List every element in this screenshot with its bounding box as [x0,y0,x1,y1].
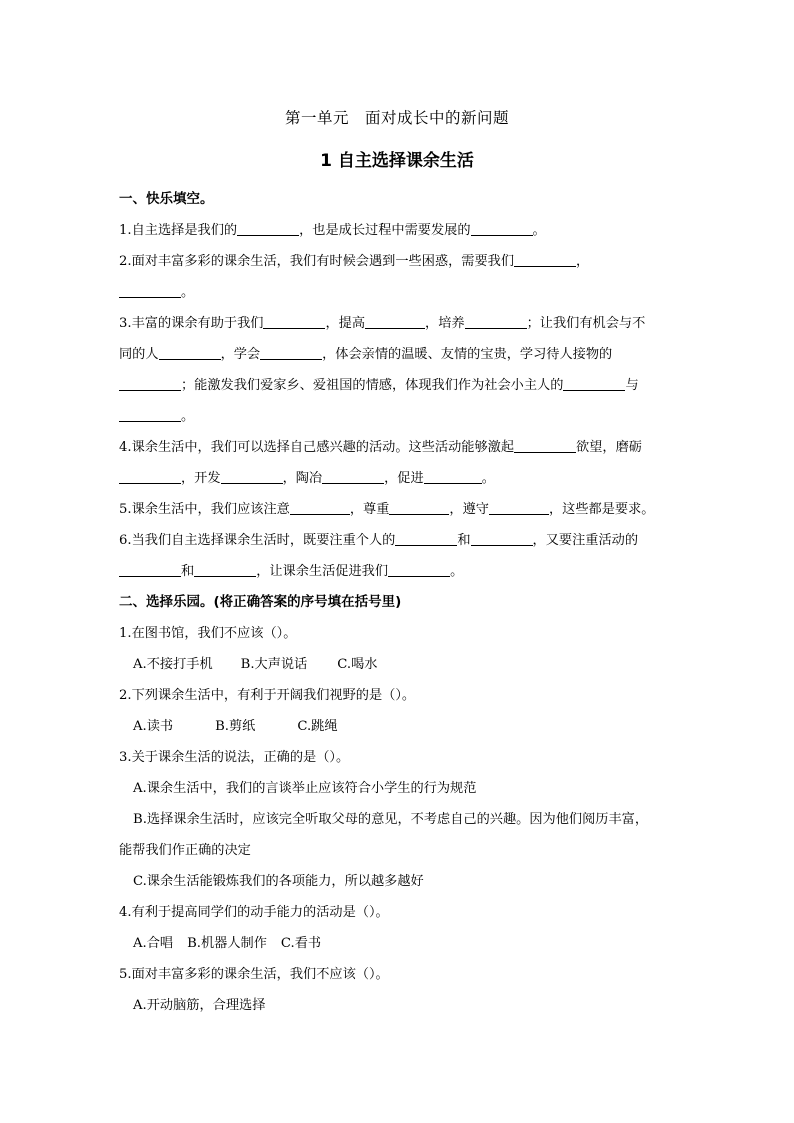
answer-blank[interactable] [465,314,527,329]
option-c[interactable]: C.喝水 [337,657,378,672]
question-text: 。 [181,409,195,424]
question-text: ，遵守 [449,502,489,517]
question-1-2 [119,246,675,277]
question-text: 3.丰富的课余有助于我们 [119,316,264,331]
question-text: 6.当我们自主选择课余生活时，既要注重个人的 [119,533,396,548]
question-1-3-cont [119,401,675,432]
answer-blank[interactable] [119,407,181,422]
question-text: 5.课余生活中，我们应该注意 [119,502,290,517]
question-text: 同的人 [119,347,159,362]
option-a[interactable]: A.读书 [133,719,174,734]
question-1-3 [119,308,675,339]
option-c[interactable]: C.看书 [280,936,322,951]
question-text: 和 [457,533,471,548]
question-1-1 [119,215,675,246]
question-text: ，开发 [181,471,221,486]
question-text: ，体会亲情的温暖、友情的宝贵，学习待人接物的 [322,347,613,362]
answer-blank[interactable] [424,469,482,484]
answer-blank[interactable] [263,314,325,329]
answer-blank[interactable] [221,469,283,484]
question-text: ；能激发我们爱家乡、爱祖国的情感，体现我们作为社会小主人的 [181,378,564,393]
option-c[interactable]: C.课余生活能锻炼我们的各项能力，所以越多越好 [133,874,424,889]
question-text: 。 [481,471,495,486]
question-text: 1.自主选择是我们的 [119,223,238,238]
answer-blank[interactable] [514,252,576,267]
question-2-5: 5.面对丰富多彩的课余生活，我们不应该（）。 [119,967,389,982]
answer-blank[interactable] [194,562,256,577]
question-text: ，促进 [384,471,424,486]
question-text: ，提高 [325,316,366,331]
option-a[interactable]: A.开动脑筋，合理选择 [133,998,266,1013]
option-b[interactable]: B.机器人制作 [187,936,267,951]
question-text: 和 [181,564,195,579]
section-multiple-choice-title: 二、选择乐园。(将正确答案的序号填在括号里) [119,594,402,610]
question-1-4-cont [119,463,675,494]
question-text: ，让课余生活促进我们 [256,564,389,579]
question-text: 欲望，磨砺 [576,440,642,455]
options-row [119,711,675,742]
question-text: 2.面对丰富多彩的课余生活，我们有时候会遇到一些困惑，需要我们 [119,254,515,269]
question-text: ，尊重 [349,502,390,517]
option-b-cont[interactable]: 能帮我们作正确的决定 [119,843,251,858]
lesson-title: 1 自主选择课余生活 [320,151,474,171]
options-row [119,649,675,680]
question-text: ，培养 [425,316,465,331]
question-2-1: 1.在图书馆，我们不应该（）。 [119,626,297,641]
answer-blank[interactable] [395,531,457,546]
answer-blank[interactable] [489,500,549,515]
answer-blank[interactable] [471,531,533,546]
question-2-3: 3.关于课余生活的说法，正确的是（）。 [119,750,350,765]
question-1-6 [119,525,675,556]
answer-blank[interactable] [237,221,299,236]
answer-blank[interactable] [119,283,181,298]
answer-blank[interactable] [119,562,181,577]
answer-blank[interactable] [365,314,425,329]
answer-blank[interactable] [563,376,625,391]
option-a[interactable]: A.合唱 [133,936,174,951]
option-b[interactable]: B.剪纸 [215,719,256,734]
question-text: ，也是成长过程中需要发展的 [299,223,471,238]
question-text: ， [576,254,590,269]
question-1-4 [119,432,675,463]
option-a[interactable]: A.课余生活中，我们的言谈举止应该符合小学生的行为规范 [133,781,477,796]
option-a[interactable]: A.不接打手机 [133,657,213,672]
answer-blank[interactable] [159,345,221,360]
question-1-2-cont [119,277,675,308]
section-fill-blanks-title: 一、快乐填空。 [119,191,214,207]
answer-blank[interactable] [119,376,181,391]
option-c[interactable]: C.跳绳 [297,719,338,734]
question-text: 。 [181,285,195,300]
question-1-5 [119,494,675,525]
question-text: 。 [532,223,546,238]
worksheet-content [119,184,675,1021]
question-text: 与 [625,378,639,393]
question-text: ；让我们有机会与不 [526,316,646,331]
answer-blank[interactable] [514,438,576,453]
unit-title: 第一单元 面对成长中的新问题 [284,109,509,127]
question-text: 。 [450,564,464,579]
answer-blank[interactable] [260,345,322,360]
question-2-4: 4.有利于提高同学们的动手能力的活动是（）。 [119,905,389,920]
question-text: ，陶冶 [282,471,323,486]
answer-blank[interactable] [389,500,449,515]
question-text: ，这些都是要求。 [548,502,655,517]
question-1-3-cont [119,370,675,401]
question-text: ，又要注重活动的 [532,533,639,548]
options-row [119,928,675,959]
answer-blank[interactable] [471,221,533,236]
answer-blank[interactable] [322,469,384,484]
question-1-3-cont [119,339,675,370]
option-b[interactable]: B.大声说话 [240,657,308,672]
answer-blank[interactable] [290,500,350,515]
question-2-2: 2.下列课余生活中，有利于开阔我们视野的是（）。 [119,688,416,703]
answer-blank[interactable] [119,469,181,484]
answer-blank[interactable] [388,562,450,577]
question-1-6-cont [119,556,675,587]
question-text: 4.课余生活中，我们可以选择自己感兴趣的活动。这些活动能够激起 [119,440,515,455]
option-b[interactable]: B.选择课余生活时，应该完全听取父母的意见，不考虑自己的兴趣。因为他们阅历丰富， [133,812,649,827]
question-text: ，学会 [220,347,261,362]
